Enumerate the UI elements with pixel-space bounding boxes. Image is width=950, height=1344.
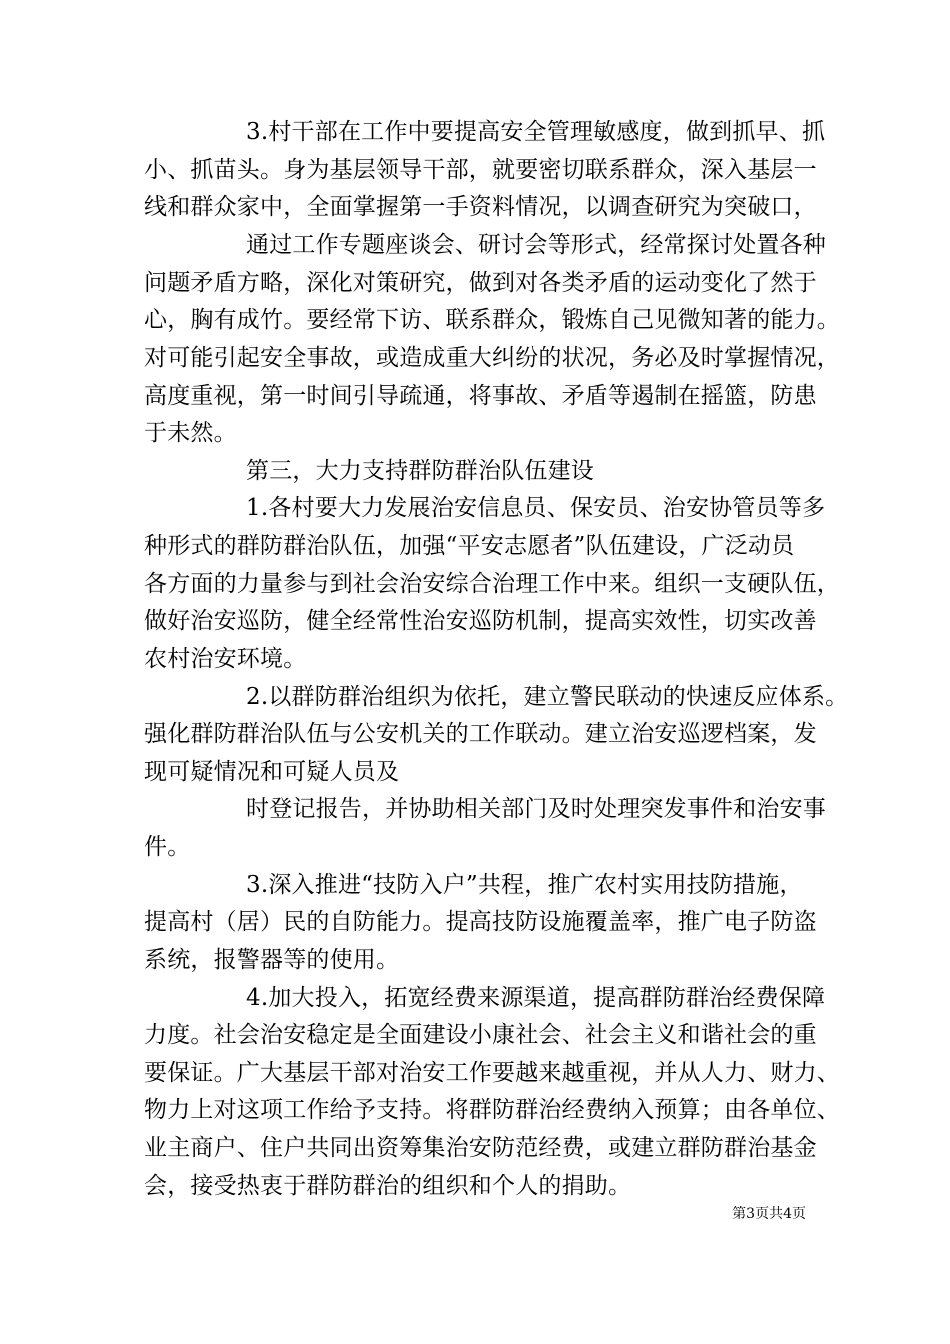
paragraph-line: 3.深入推进“技防入户”共程，推广农村实用技防措施， — [246, 872, 803, 898]
page-number-footer: 第3页共4页 — [732, 1206, 806, 1222]
paragraph-line: 力度。社会治安稳定是全面建设小康社会、社会主义和谐社会的重 — [144, 1022, 817, 1048]
paragraph-line: 于未然。 — [144, 420, 237, 446]
paragraph-line: 1.各村要大力发展治安信息员、保安员、治安协管员等多 — [246, 495, 826, 521]
paragraph-line: 现可疑情况和可疑人员及 — [144, 759, 400, 785]
paragraph-line: 心，胸有成竹。要经常下访、联系群众，锻炼自己见微知著的能力。 — [144, 307, 840, 333]
paragraph-line: 种形式的群防群治队伍，加强“平安志愿者”队伍建设，广泛动员 — [144, 533, 795, 559]
paragraph-line: 小、抓苗头。身为基层领导干部，就要密切联系群众，深入基层一 — [144, 157, 817, 183]
paragraph-line: 物力上对这项工作给予支持。将群防群治经费纳入预算；由各单位、 — [144, 1097, 840, 1123]
paragraph-line: 系统，报警器等的使用。 — [144, 947, 400, 973]
paragraph-line: 3.村干部在工作中要提高安全管理敏感度，做到抓早、抓 — [246, 119, 826, 145]
section-heading: 第三，大力支持群防群治队伍建设 — [246, 458, 594, 484]
paragraph-line: 件。 — [144, 834, 191, 860]
paragraph-line: 会，接受热衷于群防群治的组织和个人的捐助。 — [144, 1173, 632, 1199]
paragraph-line: 通过工作专题座谈会、研讨会等形式，经常探讨处置各种 — [246, 232, 826, 258]
paragraph-line: 线和群众家中，全面掌握第一手资料情况，以调查研究为突破口， — [144, 194, 817, 220]
paragraph-line: 2.以群防群治组织为依托，建立警民联动的快速反应体系。 — [246, 684, 849, 710]
paragraph-line: 4.加大投入，拓宽经费来源渠道，提高群防群治经费保障 — [246, 985, 826, 1011]
paragraph-line: 做好治安巡防，健全经常性治安巡防机制，提高实效性，切实改善 — [144, 608, 817, 634]
paragraph-line: 要保证。广大基层干部对治安工作要越来越重视，并从人力、财力、 — [144, 1060, 840, 1086]
paragraph-line: 时登记报告，并协助相关部门及时处理突发事件和治安事 — [246, 796, 826, 822]
paragraph-line: 各方面的力量参与到社会治安综合治理工作中来。组织一支硬队伍， — [144, 571, 840, 597]
paragraph-line: 提高村（居）民的自防能力。提高技防设施覆盖率，推广电子防盗 — [144, 909, 817, 935]
paragraph-line: 业主商户、住户共同出资筹集治安防范经费，或建立群防群治基金 — [144, 1135, 817, 1161]
paragraph-line: 问题矛盾方略，深化对策研究，做到对各类矛盾的运动变化了然于 — [144, 270, 817, 296]
paragraph-line: 对可能引起安全事故，或造成重大纠纷的状况，务必及时掌握情况， — [144, 345, 840, 371]
paragraph-line: 强化群防群治队伍与公安机关的工作联动。建立治安巡逻档案，发 — [144, 721, 817, 747]
paragraph-line: 农村治安环境。 — [144, 646, 307, 672]
paragraph-line: 高度重视，第一时间引导疏通，将事故、矛盾等遏制在摇篮，防患 — [144, 383, 817, 409]
